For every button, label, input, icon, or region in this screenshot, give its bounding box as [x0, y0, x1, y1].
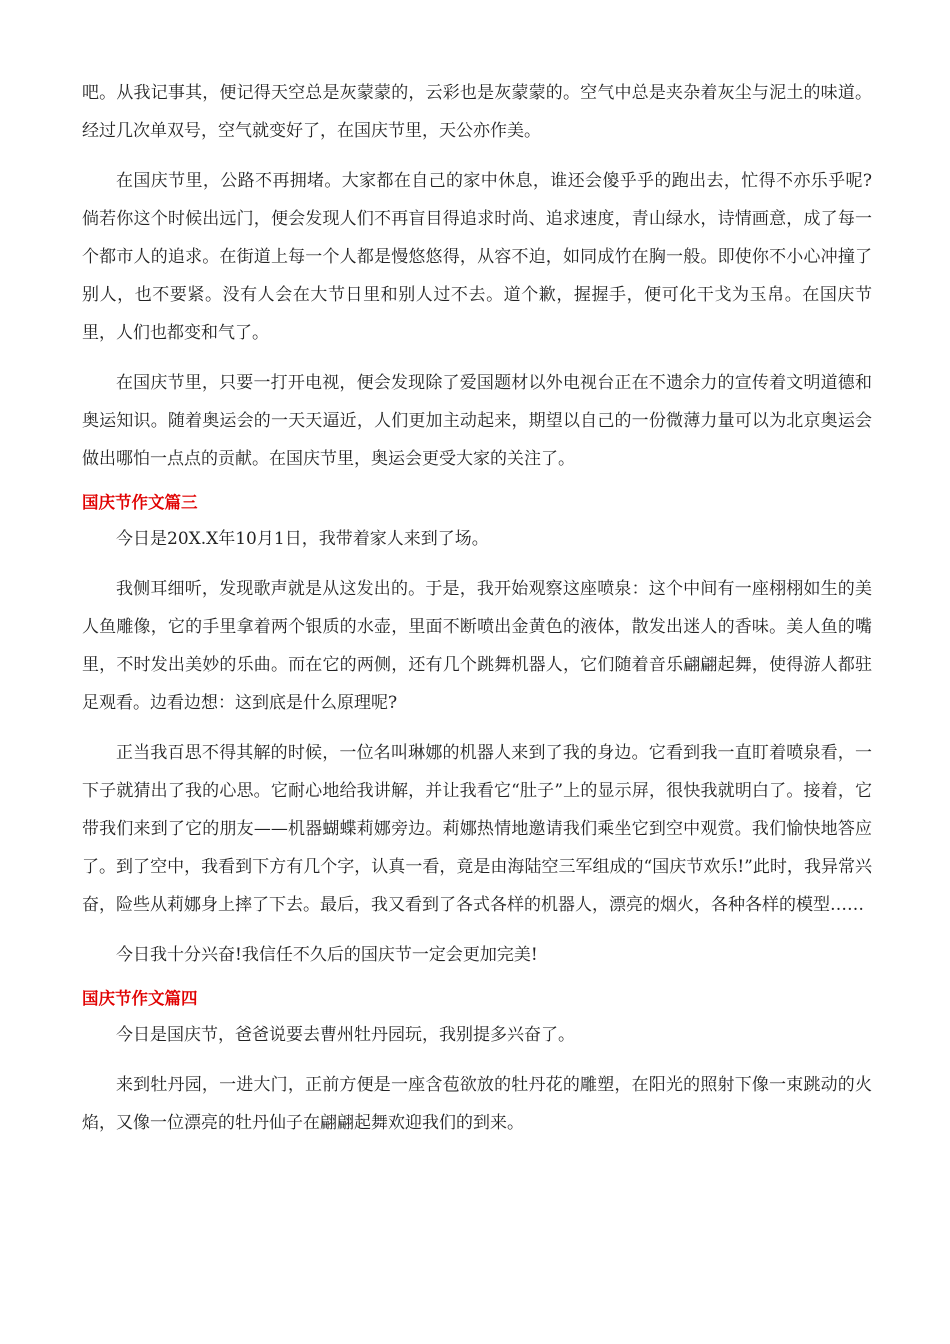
document-page [82, 74, 872, 1142]
spacer [82, 1054, 872, 1066]
paragraph-9: 来到牡丹园，一进大门，正前方便是一座含苞欲放的牡丹花的雕塑，在阳光的照射下像一束跳动的火焰，又像一位漂亮的牡丹仙子在翩翩起舞欢迎我们的到来。 [82, 1075, 872, 1133]
spacer [82, 478, 872, 486]
paragraph-7: 今日我十分兴奋!我信任不久后的国庆节一定会更加完美! [116, 945, 538, 965]
paragraph-1: 吧。从我记事其，便记得天空总是灰蒙蒙的，云彩也是灰蒙蒙的。空气中总是夹杂着灰尘与泥土的味道。经过几次单双号，空气就变好了，在国庆节里，天公亦作美。 [82, 83, 872, 141]
spacer [82, 974, 872, 982]
section-heading-3: 国庆节作文篇三 [82, 493, 198, 512]
section-heading-4: 国庆节作文篇四 [82, 989, 198, 1008]
paragraph-6: 正当我百思不得其解的时候，一位名叫琳娜的机器人来到了我的身边。它看到我一直盯着喷泉看，一下子就猜出了我的心思。它耐心地给我讲解，并让我看它“肚子”上的显示屏，很快我就明白了。接着，它带我们来到了它的朋友——机器蝴蝶莉娜旁边。莉娜热情地邀请我们乘坐它到空中观赏。我们愉快地答应了。到了空中，我看到下方有几个字，认真一看，竟是由海陆空三军组成的“国庆节欢乐!”此时，我异常兴奋，险些从莉娜身上摔了下去。最后，我又看到了各式各样的机器人，漂亮的烟火，各种各样的模型…… [82, 743, 872, 915]
spacer [82, 150, 872, 162]
paragraph-5: 我侧耳细听，发现歌声就是从这发出的。于是，我开始观察这座喷泉：这个中间有一座栩栩如生的美人鱼雕像，它的手里拿着两个银质的水壶，里面不断喷出金黄色的液体，散发出迷人的香味。美人鱼的嘴里，不时发出美妙的乐曲。而在它的两侧，还有几个跳舞机器人，它们随着音乐翩翩起舞，使得游人都驻足观看。边看边想：这到底是什么原理呢? [82, 579, 872, 713]
spacer [82, 722, 872, 734]
paragraph-8: 今日是国庆节，爸爸说要去曹州牡丹园玩，我别提多兴奋了。 [116, 1025, 575, 1045]
paragraph-4: 今日是20X.X年10月1日，我带着家人来到了场。 [116, 529, 489, 549]
paragraph-2: 在国庆节里，公路不再拥堵。大家都在自己的家中休息，谁还会傻乎乎的跑出去，忙得不亦乐乎呢?倘若你这个时候出远门，便会发现人们不再盲目得追求时尚、追求速度，青山绿水，诗情画意，成了每一个都市人的追求。在街道上每一个人都是慢悠悠得，从容不迫，如同成竹在胸一般。即使你不小心冲撞了别人，也不要紧。没有人会在大节日里和别人过不去。道个歉，握握手，便可化干戈为玉帛。在国庆节里，人们也都变和气了。 [82, 171, 872, 343]
spacer [82, 924, 872, 936]
paragraph-3: 在国庆节里，只要一打开电视，便会发现除了爱国题材以外电视台正在不遗余力的宣传着文明道德和奥运知识。随着奥运会的一天天逼近，人们更加主动起来，期望以自己的一份微薄力量可以为北京奥运会做出哪怕一点点的贡献。在国庆节里，奥运会更受大家的关注了。 [82, 373, 872, 469]
spacer [82, 352, 872, 364]
spacer [82, 558, 872, 570]
